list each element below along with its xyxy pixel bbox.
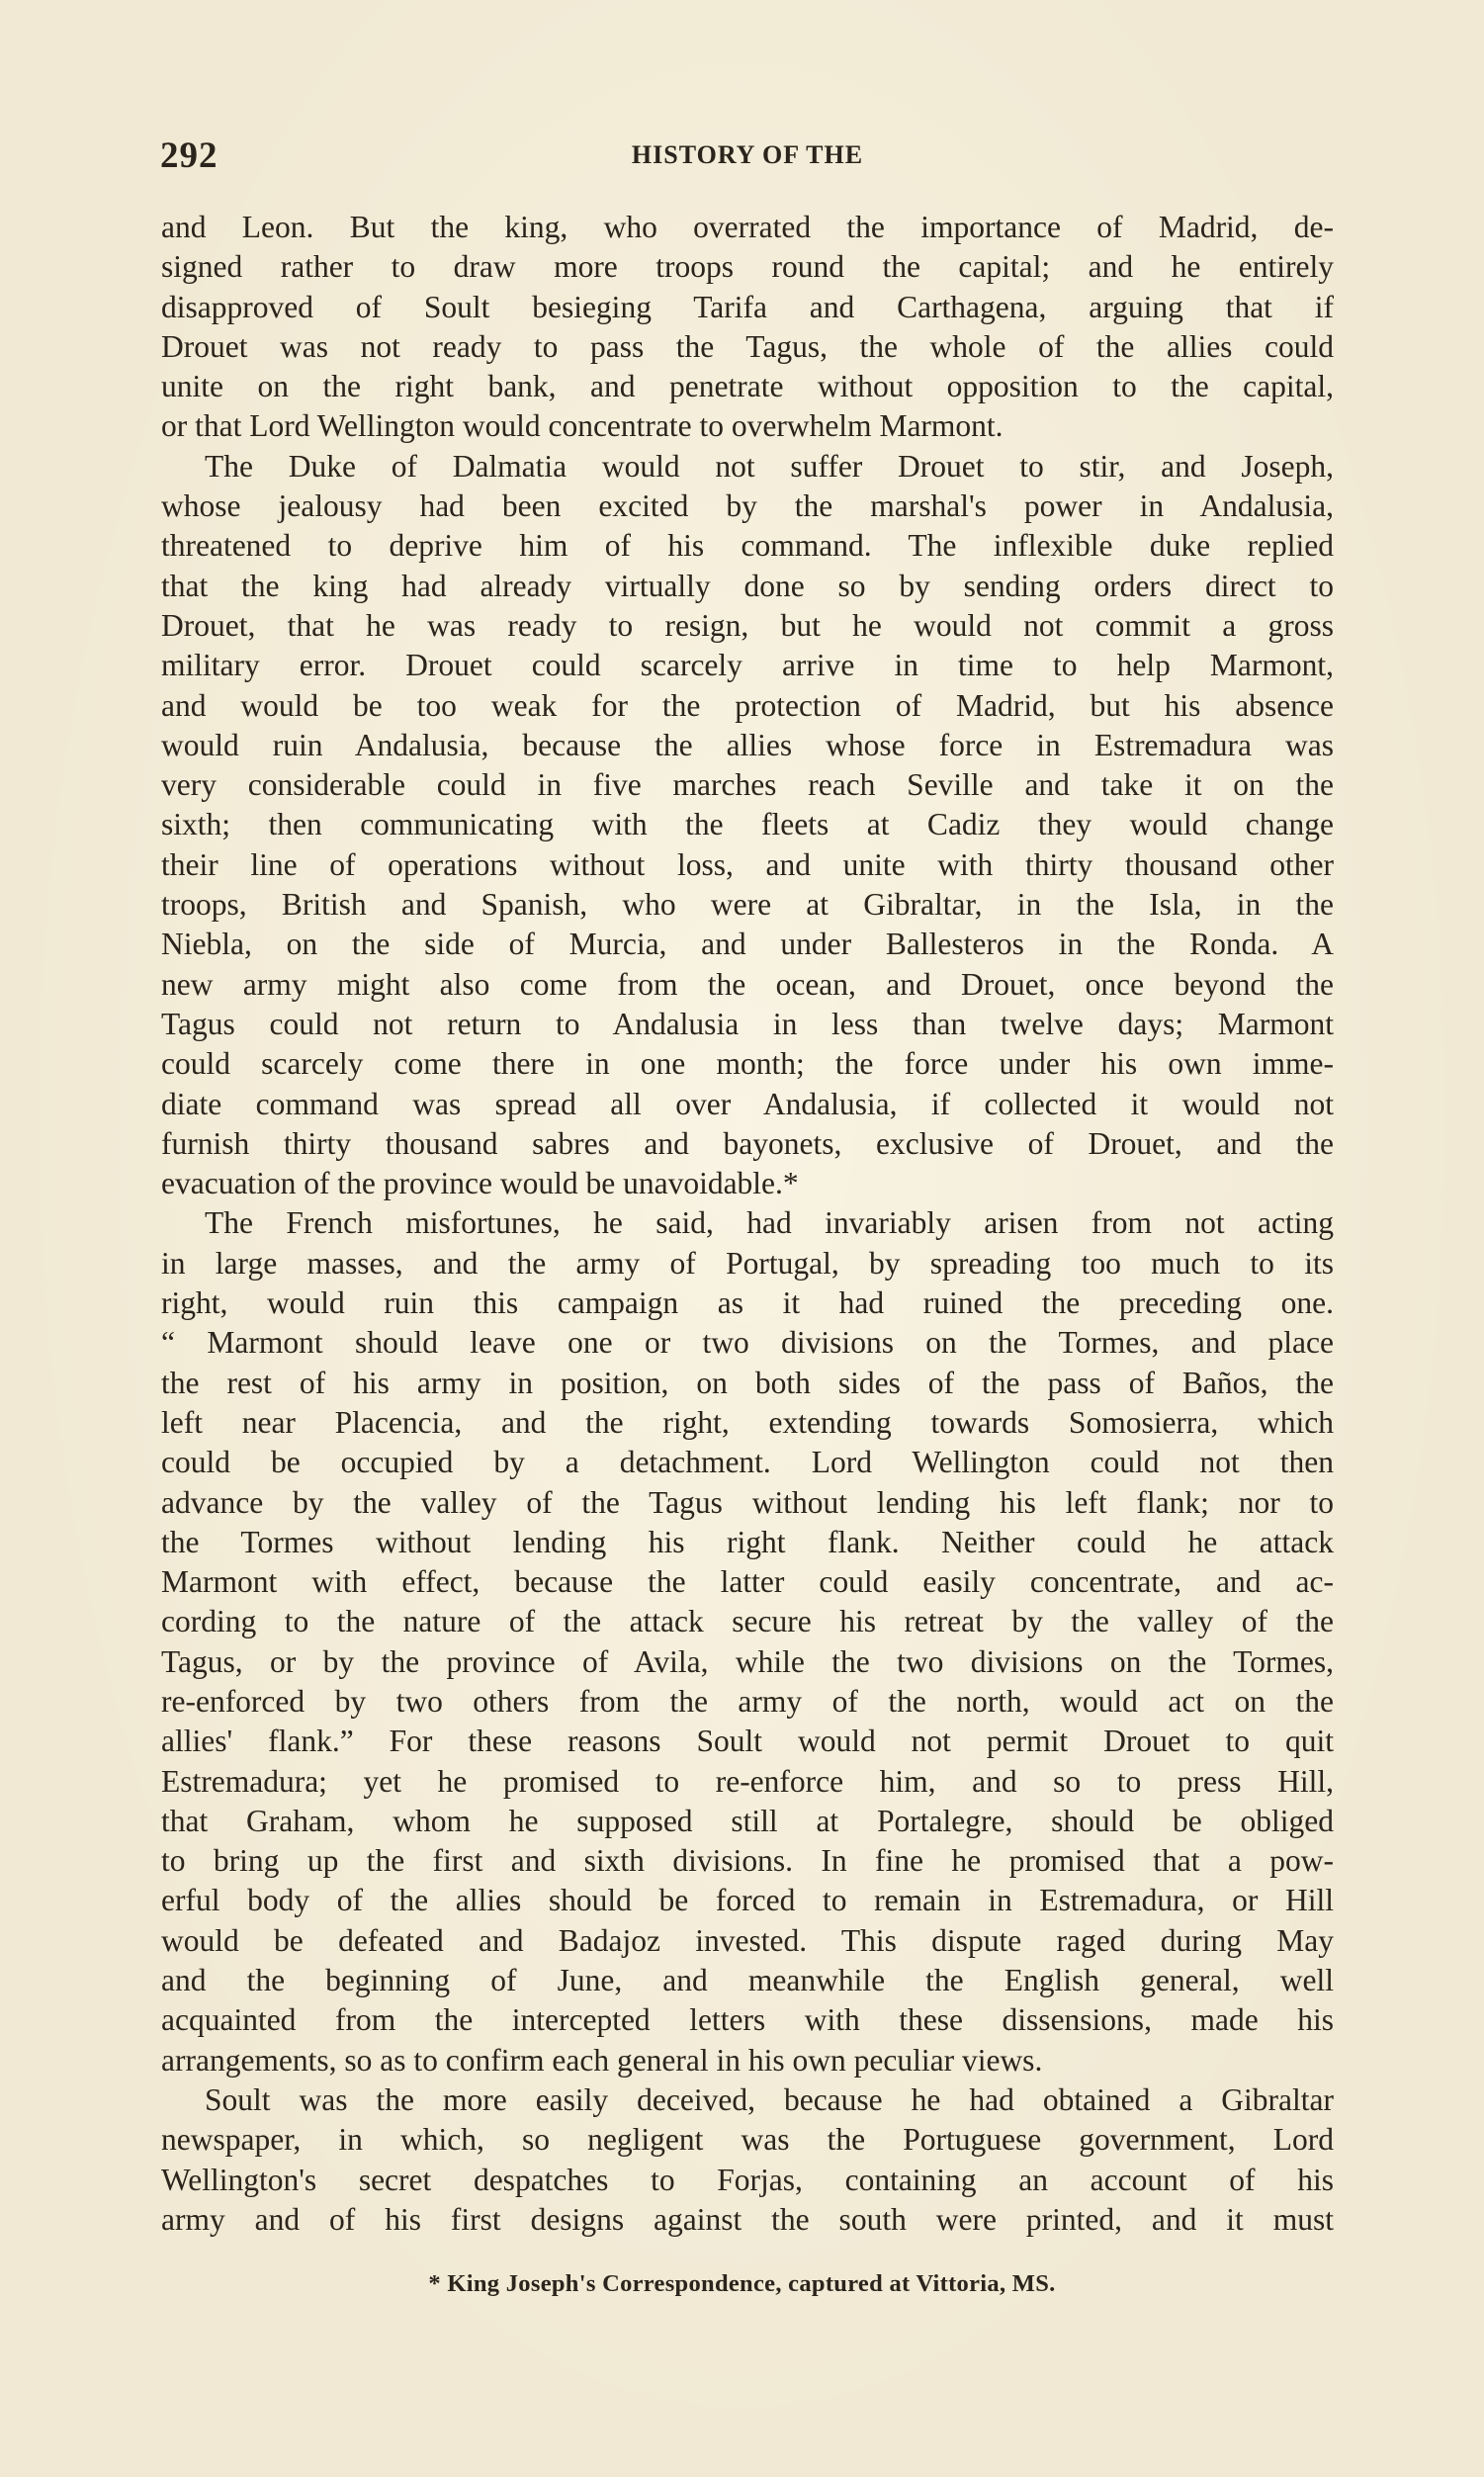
text-line: troops, British and Spanish, who were at Gibraltar, in the Isla, in the: [161, 887, 1334, 923]
text-line: re-enforced by two others from the army of the north, would act on the: [161, 1683, 1334, 1719]
text-line: unite on the right bank, and penetrate without opposition to the capital,: [161, 369, 1334, 404]
text-line: threatened to deprive him of his command. The inflexible duke replied: [161, 528, 1334, 564]
text-line: Niebla, on the side of Murcia, and under Ballesteros in the Ronda. A: [161, 927, 1334, 962]
text-line: diate command was spread all over Andalusia, if collected it would not: [161, 1086, 1334, 1121]
text-line: army and of his first designs against the south were printed, and it must: [161, 2201, 1334, 2237]
page-number: 292: [160, 135, 218, 176]
text-line: Tagus could not return to Andalusia in less than twelve days; Marmont: [161, 1006, 1334, 1041]
text-line: cording to the nature of the attack secure his retreat by the valley of the: [161, 1604, 1334, 1639]
text-line: Marmont with effect, because the latter could easily concentrate, and ac-: [161, 1564, 1334, 1600]
text-line: “ Marmont should leave one or two divisions on the Tormes, and place: [161, 1325, 1334, 1361]
text-line: Drouet, that he was ready to resign, but he would not commit a gross: [161, 607, 1334, 643]
text-line: allies' flank.” For these reasons Soult would not permit Drouet to quit: [161, 1724, 1334, 1759]
text-line: new army might also come from the ocean, and Drouet, once beyond the: [161, 966, 1334, 1002]
text-line: and would be too weak for the protection of Madrid, but his absence: [161, 687, 1334, 723]
text-line: Wellington's secret despatches to Forjas, containing an account of his: [161, 2162, 1334, 2197]
text-line: Estremadura; yet he promised to re-enforce him, and so to press Hill,: [161, 1763, 1334, 1799]
text-line: left near Placencia, and the right, extending towards Somosierra, which: [161, 1404, 1334, 1440]
text-line: advance by the valley of the Tagus without lending his left flank; nor to: [161, 1484, 1334, 1520]
text-line: could scarcely come there in one month; the force under his own imme-: [161, 1046, 1334, 1082]
text-line: evacuation of the province would be unavoidable.*: [161, 1166, 799, 1201]
text-line: right, would ruin this campaign as it had ruined the preceding one.: [161, 1285, 1334, 1321]
text-line: sixth; then communicating with the fleets at Cadiz they would change: [161, 807, 1334, 842]
text-line: to bring up the first and sixth divisions. In fine he promised that a pow-: [161, 1843, 1334, 1879]
text-line: the Tormes without lending his right flank. Neither could he attack: [161, 1524, 1334, 1559]
text-line: signed rather to draw more troops round the capital; and he entirely: [161, 249, 1334, 285]
text-line: and the beginning of June, and meanwhile the English general, well: [161, 1963, 1334, 1998]
text-line: would be defeated and Badajoz invested. This dispute raged during May: [161, 1922, 1334, 1958]
text-line: that the king had already virtually done so by sending orders direct to: [161, 568, 1334, 603]
text-line: newspaper, in which, so negligent was the Portuguese government, Lord: [161, 2122, 1334, 2158]
text-line: could be occupied by a detachment. Lord Wellington could not then: [161, 1445, 1334, 1480]
text-line: very considerable could in five marches reach Seville and take it on the: [161, 767, 1334, 803]
text-line: their line of operations without loss, and unite with thirty thousand other: [161, 846, 1334, 882]
text-line: whose jealousy had been excited by the marshal's power in Andalusia,: [161, 488, 1334, 524]
text-line: disapproved of Soult besieging Tarifa and Carthagena, arguing that if: [161, 289, 1334, 324]
text-line: and Leon. But the king, who overrated the importance of Madrid, de-: [161, 210, 1334, 244]
text-line: The French misfortunes, he said, had invariably arisen from not acting: [205, 1205, 1334, 1241]
text-line: Tagus, or by the province of Avila, while the two divisions on the Tormes,: [161, 1643, 1334, 1679]
footnote: * King Joseph's Correspondence, captured at Vittoria, MS.: [428, 2270, 1056, 2297]
text-line: erful body of the allies should be forced to remain in Estremadura, or Hill: [161, 1883, 1334, 1918]
text-line: The Duke of Dalmatia would not suffer Drouet to stir, and Joseph,: [205, 448, 1334, 484]
text-line: that Graham, whom he supposed still at Portalegre, should be obliged: [161, 1803, 1334, 1838]
text-line: acquainted from the intercepted letters with these dissensions, made his: [161, 2002, 1334, 2038]
text-line: the rest of his army in position, on both sides of the pass of Baños, the: [161, 1365, 1334, 1400]
body-text: [161, 208, 1334, 2240]
text-line: Soult was the more easily deceived, because he had obtained a Gibraltar: [205, 2081, 1334, 2117]
text-line: would ruin Andalusia, because the allies whose force in Estremadura was: [161, 727, 1334, 762]
text-line: in large masses, and the army of Portugal, by spreading too much to its: [161, 1245, 1334, 1281]
text-line: furnish thirty thousand sabres and bayonets, exclusive of Drouet, and the: [161, 1125, 1334, 1161]
page-header: [160, 134, 1335, 186]
text-line: military error. Drouet could scarcely arrive in time to help Marmont,: [161, 648, 1334, 683]
text-line: Drouet was not ready to pass the Tagus, the whole of the allies could: [161, 328, 1334, 364]
text-line: or that Lord Wellington would concentrate to overwhelm Marmont.: [161, 408, 1004, 444]
running-head: HISTORY OF THE: [631, 140, 864, 169]
text-line: arrangements, so as to confirm each general in his own peculiar views.: [161, 2042, 1043, 2078]
